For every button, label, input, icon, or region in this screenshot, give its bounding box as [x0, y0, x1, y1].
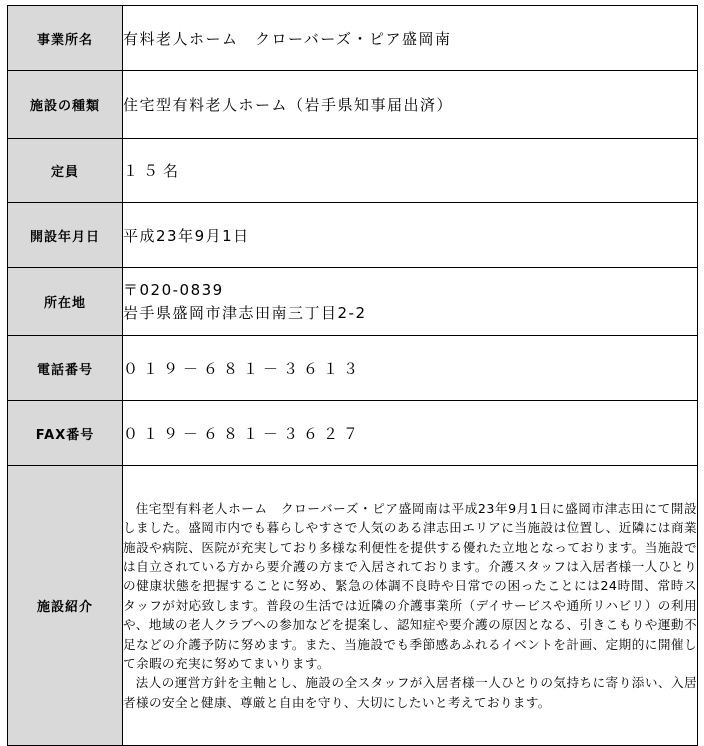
label-facility-type: 施設の種類	[8, 71, 123, 139]
row-introduction	[8, 466, 698, 746]
value-opening-date: 平成23年9月1日	[123, 203, 698, 268]
intro-paragraph-1: 住宅型有料老人ホーム クローバーズ・ピア盛岡南は平成23年9月1日に盛岡市津志田にて開設しました。盛岡市内でも暮らしやすさで人気のある津志田エリアに当施設は位置し、近隣には商業施設や病院、医院が充実しており多様な利便性を提供する優れた立地となっております。当施設では自立されている方から要介護の方まで入居されております。介護スタッフは入居者様一人ひとりの健康状態を把握することに努め、緊急の体調不良時や日常での困ったことには24時間、常時スタッフが対応致します。普段の生活では近隣の介護事業所（デイサービスや通所リハビリ）の利用や、地域の老人クラブへの参加などを提案し、認知症や要介護の原因となる、引きこもりや運動不足などの介護予防に努めます。また、当施設でも季節感あふれるイベントを計画、定期的に開催して余暇の充実に努めてまいります。	[123, 500, 697, 672]
row-opening-date	[8, 203, 698, 268]
intro-paragraph-2: 法人の運営方針を主軸とし、施設の全スタッフが入居者様一人ひとりの気持ちに寄り添い、入居者様の安全と健康、尊厳と自由を守り、大切にしたいと考えております。	[123, 675, 697, 710]
value-fax: ０１９－６８１－３６２７	[123, 401, 698, 466]
row-capacity	[8, 139, 698, 203]
facility-info-table	[7, 5, 698, 746]
label-business-name: 事業所名	[8, 6, 123, 71]
row-business-name	[8, 6, 698, 71]
row-fax	[8, 401, 698, 466]
label-capacity: 定員	[8, 139, 123, 203]
label-address: 所在地	[8, 268, 123, 336]
row-facility-type	[8, 71, 698, 139]
label-phone: 電話番号	[8, 336, 123, 401]
street-address: 岩手県盛岡市津志田南三丁目2-2	[123, 303, 367, 322]
postal-code: 〒020-0839	[123, 280, 224, 299]
label-introduction: 施設紹介	[8, 466, 123, 746]
value-capacity: １５名	[123, 139, 698, 203]
row-address	[8, 268, 698, 336]
value-facility-type: 住宅型有料老人ホーム（岩手県知事届出済）	[123, 71, 698, 139]
row-phone	[8, 336, 698, 401]
label-fax: FAX番号	[8, 401, 123, 466]
value-phone: ０１９－６８１－３６１３	[123, 336, 698, 401]
label-opening-date: 開設年月日	[8, 203, 123, 268]
value-address	[123, 268, 698, 336]
facility-introduction	[123, 466, 698, 746]
value-business-name: 有料老人ホーム クローバーズ・ピア盛岡南	[123, 6, 698, 71]
